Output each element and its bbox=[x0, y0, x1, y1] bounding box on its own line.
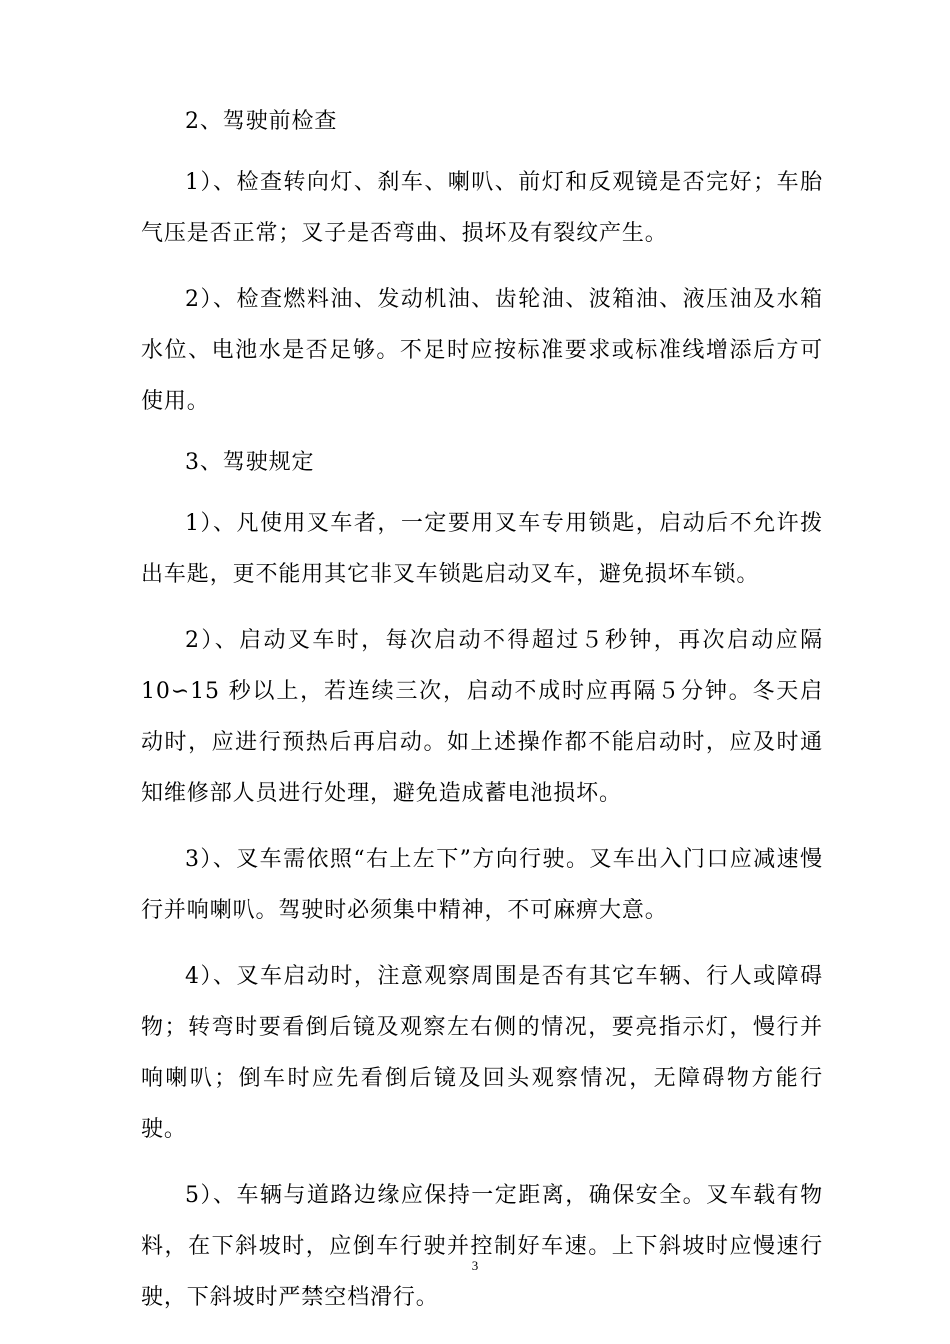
document-body bbox=[141, 101, 823, 1338]
section-heading-pre-drive-check: 2、驾驶前检查 bbox=[185, 109, 338, 134]
paragraph-rule-slope: 5）、车辆与道路边缘应保持一定距离，确保安全。叉车载有物料，在下斜坡时，应倒车行驶并控制好车速。上下斜坡时应慢速行驶，下斜坡时严禁空档滑行。 bbox=[141, 1183, 823, 1310]
section-heading-driving-rules: 3、驾驶规定 bbox=[185, 450, 315, 475]
paragraph-rule-key: 1）、凡使用叉车者，一定要用叉车专用锁匙，启动后不允许拨出车匙，更不能用其它非叉车锁匙启动叉车，避免损坏车锁。 bbox=[141, 511, 823, 587]
paragraph-check-fluids: 2）、检查燃料油、发动机油、齿轮油、波箱油、液压油及水箱水位、电池水是否足够。不足时应按标准要求或标准线增添后方可使用。 bbox=[141, 287, 823, 414]
paragraph-rule-observe: 4）、叉车启动时，注意观察周围是否有其它车辆、行人或障碍物；转弯时要看倒后镜及观察左右侧的情况，要亮指示灯，慢行并响喇叭；倒车时应先看倒后镜及回头观察情况，无障碍物方能行驶。 bbox=[141, 964, 823, 1142]
paragraph-check-lights-brakes: 1）、检查转向灯、刹车、喇叭、前灯和反观镜是否完好；车胎气压是否正常；叉子是否弯曲、损坏及有裂纹产生。 bbox=[141, 170, 823, 246]
paragraph-rule-direction: 3）、叉车需依照“右上左下”方向行驶。叉车出入门口应减速慢行并响喇叭。驾驶时必须集中精神，不可麻痹大意。 bbox=[141, 847, 823, 923]
paragraph-rule-start: 2）、启动叉车时，每次启动不得超过５秒钟，再次启动应隔 10∽15 秒以上，若连续三次，启动不成时应再隔５分钟。冬天启动时，应进行预热后再启动。如上述操作都不能启动时，应及时通知维修部人员进行处理，避免造成蓄电池损坏。 bbox=[141, 628, 823, 806]
page-number: 3 bbox=[471, 1258, 479, 1273]
